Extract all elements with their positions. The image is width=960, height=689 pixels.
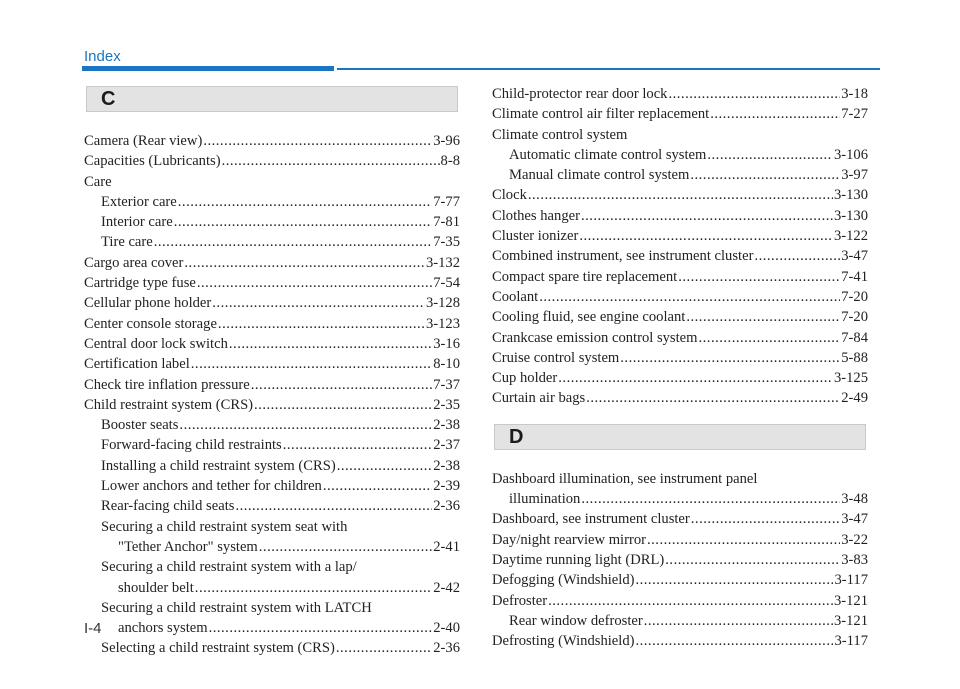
index-heading: Dashboard illumination, see instrument panel (492, 470, 758, 487)
index-entry: Daytime running light (DRL) ..... 3-83 (492, 550, 868, 570)
header-rule (337, 68, 880, 70)
index-entry: Clock ..... 3-130 (492, 185, 868, 205)
index-entry: Compact spare tire replacement ..... 7-41 (492, 267, 868, 287)
index-subentry: Interior care ..... 7-81 (84, 212, 460, 232)
index-subentry: Lower anchors and tether for children ..... 2-39 (84, 476, 460, 496)
index-entry: Cruise control system ..... 5-88 (492, 348, 868, 368)
index-entry: Child restraint system (CRS) ..... 2-35 (84, 395, 460, 415)
index-heading: Climate control system (492, 126, 628, 143)
index-entry: Camera (Rear view) ..... 3-96 (84, 131, 460, 151)
index-entry: Cargo area cover ..... 3-132 (84, 253, 460, 273)
section-c-letter: C (101, 88, 116, 110)
index-subentry: Forward-facing child restraints ..... 2-37 (84, 435, 460, 455)
section-d-letter: D (509, 425, 524, 448)
index-subentry: Exterior care ..... 7-77 (84, 192, 460, 212)
index-subentry: Installing a child restraint system (CRS) ..... 2-38 (84, 456, 460, 476)
index-entry: Cup holder ..... 3-125 (492, 368, 868, 388)
section-c-entries-right (492, 84, 868, 409)
index-entry: Curtain air bags ..... 2-49 (492, 388, 868, 408)
index-entry: Defroster ..... 3-121 (492, 591, 868, 611)
index-entry: Combined instrument, see instrument cluster ..... 3-47 (492, 246, 868, 266)
section-d-entries (492, 469, 868, 652)
index-subentry-continued: anchors system ..... 2-40 (84, 618, 460, 638)
index-subentry: Rear window defroster ..... 3-121 (492, 611, 868, 631)
index-heading: Care (84, 173, 112, 190)
index-entry: Clothes hanger ..... 3-130 (492, 206, 868, 226)
right-column (492, 84, 868, 651)
index-header-title: Index (84, 48, 121, 65)
index-entry: Defrosting (Windshield) ..... 3-117 (492, 631, 868, 651)
index-subentry: Tire care ..... 7-35 (84, 232, 460, 252)
index-entry: Day/night rearview mirror ..... 3-22 (492, 530, 868, 550)
index-subentry: Selecting a child restraint system (CRS) ..... 2-36 (84, 638, 460, 658)
index-entry: Cartridge type fuse ..... 7-54 (84, 273, 460, 293)
header-bar-accent (82, 66, 334, 71)
index-subentry-continued: shoulder belt ..... 2-42 (84, 578, 460, 598)
index-entry: Dashboard, see instrument cluster ..... 3-47 (492, 509, 868, 529)
index-entry: Certification label ..... 8-10 (84, 354, 460, 374)
index-entry: Climate control air filter replacement ..... 7-27 (492, 104, 868, 124)
index-subentry-heading: Securing a child restraint system with a lap/ (101, 559, 357, 576)
index-entry: Cluster ionizer ..... 3-122 (492, 226, 868, 246)
section-d-header (494, 424, 866, 450)
index-entry: Central door lock switch ..... 3-16 (84, 334, 460, 354)
index-entry: Crankcase emission control system ..... 7-84 (492, 328, 868, 348)
left-column (84, 86, 460, 659)
index-subentry-continued: "Tether Anchor" system ..... 2-41 (84, 537, 460, 557)
index-entry: Center console storage ..... 3-123 (84, 314, 460, 334)
index-subentry: Manual climate control system ..... 3-97 (492, 165, 868, 185)
section-c-header (86, 86, 458, 112)
section-c-entries-left (84, 131, 460, 659)
page-number: I-4 (84, 620, 102, 637)
index-subentry-heading: Securing a child restraint system seat with (101, 518, 348, 535)
index-entry: Child-protector rear door lock ..... 3-18 (492, 84, 868, 104)
index-subentry: Automatic climate control system ..... 3-106 (492, 145, 868, 165)
index-entry: Coolant ..... 7-20 (492, 287, 868, 307)
index-entry-continued: illumination ..... 3-48 (492, 489, 868, 509)
index-entry: Check tire inflation pressure ..... 7-37 (84, 375, 460, 395)
index-subentry-heading: Securing a child restraint system with LATCH (101, 599, 372, 616)
index-entry: Cellular phone holder ..... 3-128 (84, 293, 460, 313)
index-entry: Capacities (Lubricants) ..... 8-8 (84, 151, 460, 171)
index-subentry: Rear-facing child seats ..... 2-36 (84, 496, 460, 516)
index-entry: Defogging (Windshield) ..... 3-117 (492, 570, 868, 590)
index-entry: Cooling fluid, see engine coolant ..... 7-20 (492, 307, 868, 327)
index-subentry: Booster seats ..... 2-38 (84, 415, 460, 435)
